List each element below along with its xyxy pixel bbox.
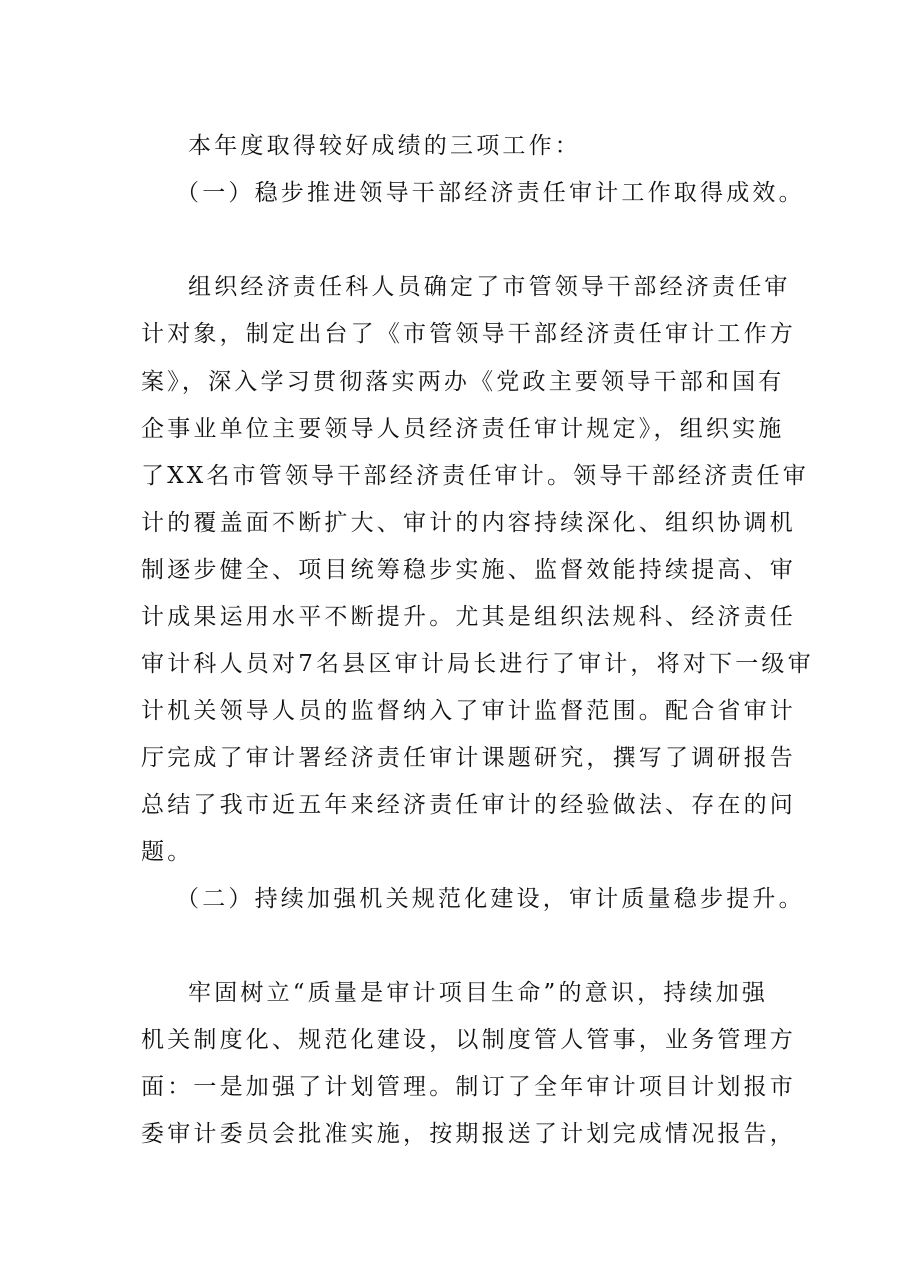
section-heading-1: （一）稳步推进领导干部经济责任审计工作取得成效。 [176,180,805,206]
section-heading-2: （二）持续加强机关规范化建设，审计质量稳步提升。 [176,886,805,912]
paragraph-2-line: 面：一是加强了计划管理。制订了全年审计项目计划报市 [141,1074,796,1100]
paragraph-1-line: 题。 [141,839,194,865]
paragraph-1-line: 组织经济责任科人员确定了市管领导干部经济责任审 [188,274,791,300]
paragraph-1-line: 计成果运用水平不断提升。尤其是组织法规科、经济责任 [141,604,796,630]
paragraph-1-line: 计机关领导人员的监督纳入了审计监督范围。配合省审计 [141,698,796,724]
paragraph-1-line: 计对象，制定出台了《市管领导干部经济责任审计工作方 [141,321,796,347]
paragraph-1-line: 案》，深入学习贯彻落实两办《党政主要领导干部和国有 [141,369,785,395]
paragraph-1-line: 总结了我市近五年来经济责任审计的经验做法、存在的问 [141,792,796,818]
paragraph-1-line: 企事业单位主要领导人员经济责任审计规定》，组织实施 [141,416,785,442]
paragraph-1-line: 厅完成了审计署经济责任审计课题研究，撰写了调研报告 [141,745,796,771]
paragraph-2-line: 牢固树立“质量是审计项目生命”的意识，持续加强 [188,980,769,1006]
paragraph-1-line: 计的覆盖面不断扩大、审计的内容持续深化、组织协调机 [141,510,796,536]
paragraph-1-line: 制逐步健全、项目统筹稳步实施、监督效能持续提高、审 [141,557,796,583]
paragraph-2-line: 机关制度化、规范化建设，以制度管人管事，业务管理方 [141,1027,796,1053]
paragraph-1-line: 审计科人员对7名县区审计局长进行了审计，将对下一级审 [141,651,814,677]
paragraph-1-line: 了XX名市管领导干部经济责任审计。领导干部经济责任审 [141,463,809,489]
intro-text: 本年度取得较好成绩的三项工作： [188,133,581,159]
paragraph-2-line: 委审计委员会批准实施，按期报送了计划完成情况报告， [141,1121,796,1147]
